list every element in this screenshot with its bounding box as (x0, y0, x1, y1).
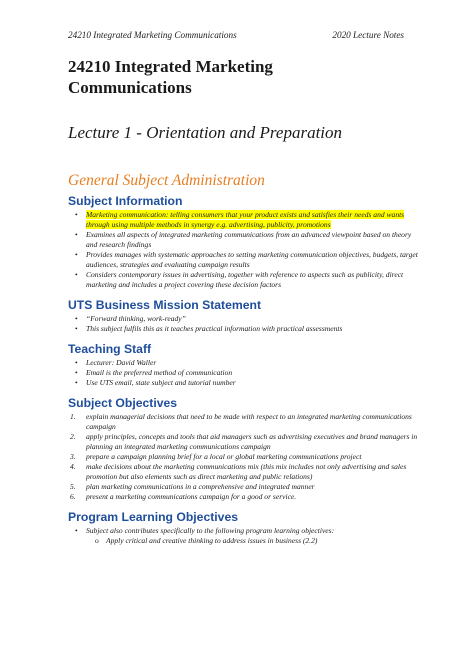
learning-objectives-sublist (68, 536, 418, 546)
list-item (68, 482, 418, 492)
list-item (68, 210, 418, 230)
item-number: 2. (70, 432, 76, 441)
list-item: • This subject fulfils this as it teaches practical information with practical assessments (68, 324, 418, 334)
item-text: Apply critical and creative thinking to address issues in business (2.2) (106, 536, 318, 545)
list-item: • “Forward thinking, work-ready” (68, 314, 418, 324)
list-item: • Provides manages with systematic approaches to setting marketing communication objectives, budgets, target audiences, strategies and evaluating campaign results (68, 250, 418, 270)
item-number: 1. (70, 412, 76, 421)
subject-information-heading: Subject Information (68, 194, 183, 208)
list-item: • Examines all aspects of integrated marketing communications from an advanced viewpoint based on theory and research findings (68, 230, 418, 250)
list-item (68, 432, 418, 452)
item-text: present a marketing communications campaign for a good or service. (86, 492, 297, 501)
list-item: • Considers contemporary issues in advertising, together with reference to aspects such as publicity, direct marketing and includes a project covering these decision factors (68, 270, 418, 290)
item-number: 5. (70, 482, 76, 491)
learning-objectives-heading: Program Learning Objectives (68, 510, 239, 524)
document-body (68, 194, 418, 546)
learning-objectives-list (68, 526, 418, 536)
item-text: prepare a campaign planning brief for a local or global marketing communications project (86, 452, 362, 461)
list-item: • Email is the preferred method of communication (68, 368, 418, 378)
list-item (68, 412, 418, 432)
item-text: plan marketing communications in a comprehensive and integrated manner (86, 482, 315, 491)
header-notes-label: 2020 Lecture Notes (332, 30, 404, 40)
item-number: 4. (70, 462, 76, 471)
list-item (68, 492, 418, 502)
list-item: • Subject also contributes specifically to the following program learning objectives: (68, 526, 418, 536)
teaching-staff-heading: Teaching Staff (68, 342, 152, 356)
mission-heading: UTS Business Mission Statement (68, 298, 262, 312)
mission-list (68, 314, 418, 334)
list-item: • Use UTS email, state subject and tutorial number (68, 378, 418, 388)
list-item: • Lecturer: David Waller (68, 358, 418, 368)
header-course-name: 24210 Integrated Marketing Communications (68, 30, 237, 40)
sub-bullet-marker: o (95, 536, 99, 545)
subject-information-list (68, 210, 418, 290)
item-text: explain managerial decisions that need to be made with respect to an integrated marketing communications campaign (86, 412, 412, 431)
document-title: 24210 Integrated Marketing Communications (68, 57, 273, 97)
list-item (68, 452, 418, 462)
sub-list-item (68, 536, 418, 546)
teaching-staff-list (68, 358, 418, 388)
subject-objectives-heading: Subject Objectives (68, 396, 178, 410)
lecture-title: Lecture 1 - Orientation and Preparation (68, 123, 343, 142)
item-text: make decisions about the marketing communications mix (this mix includes not only advertising and sales promotion but also elements such as direct marketing and public relations) (86, 462, 407, 481)
running-header (68, 30, 404, 40)
section-title: General Subject Administration (68, 172, 265, 189)
item-text: apply principles, concepts and tools that aid managers such as advertising executives and brand managers in planning an integrated marketing communications campaign (86, 432, 418, 451)
list-item (68, 462, 418, 482)
item-number: 3. (70, 452, 76, 461)
item-number: 6. (70, 492, 76, 501)
subject-objectives-list (68, 412, 418, 502)
highlighted-text: Marketing communication: telling consumers that your product exists and satisfies their needs and wants through using multiple methods in synergy e.g. advertising, publicity, promotions (86, 210, 405, 229)
